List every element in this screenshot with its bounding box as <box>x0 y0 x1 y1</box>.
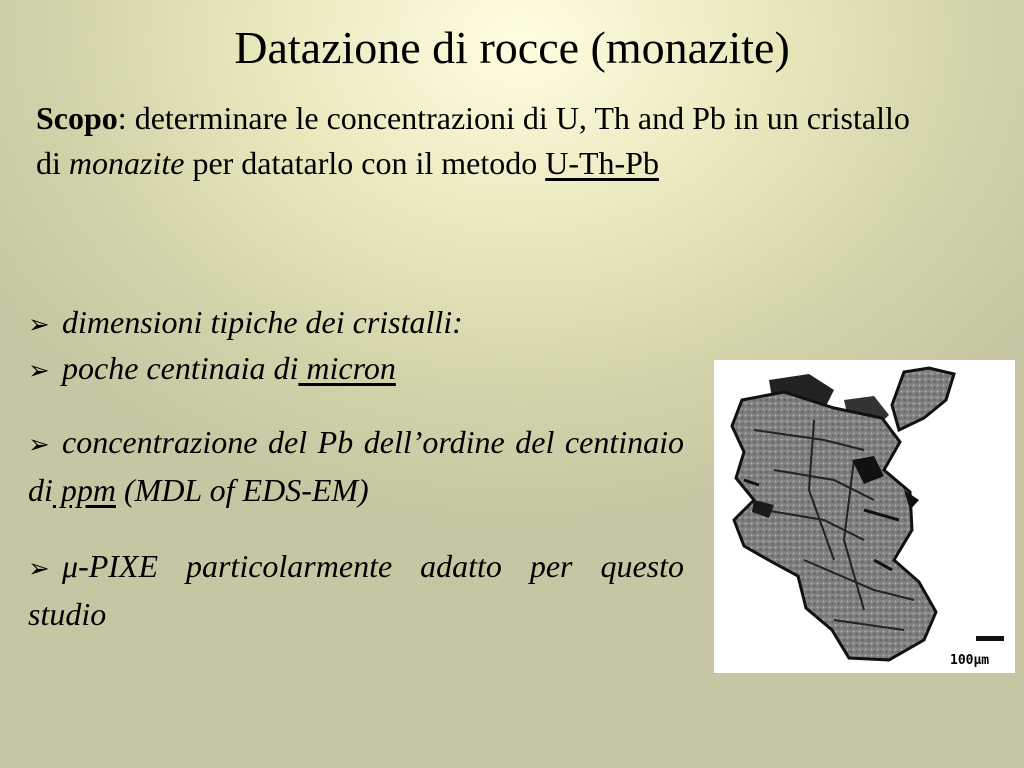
arrow-bullet-icon: ➢ <box>28 430 50 460</box>
micron-link[interactable]: micron <box>298 350 396 386</box>
bullet-pb-text: concentrazione del Pb dell’ordine del centinaio di <box>28 424 684 508</box>
arrow-bullet-icon: ➢ <box>28 554 50 584</box>
bullet-crystal-size-text: dimensioni tipiche dei cristalli: <box>62 304 463 340</box>
crystal-micrograph <box>714 360 1015 673</box>
scope-text-2: per datatarlo con il metodo <box>184 145 546 181</box>
arrow-bullet-icon: ➢ <box>28 310 50 340</box>
bullet-micron-text: poche centinaia di <box>62 350 299 386</box>
ppm-link[interactable]: ppm <box>52 472 116 508</box>
crystal-micrograph-icon <box>714 360 1015 673</box>
scope-mineral: monazite <box>68 145 185 181</box>
scope-text-1: : determinare le concentrazioni di U, Th and Pb in un cristallo di <box>36 100 910 181</box>
bullet-pb-concentration <box>28 420 684 513</box>
bullet-crystal-size <box>28 300 463 348</box>
mu-symbol: μ <box>62 548 79 584</box>
scope-method-link[interactable]: U-Th-Pb <box>545 145 659 181</box>
scope-label: Scopo <box>36 100 118 136</box>
scale-bar-label: 100µm <box>950 653 990 668</box>
bullet-pb-mdl: (MDL of EDS-EM) <box>116 472 369 508</box>
arrow-bullet-icon: ➢ <box>28 356 50 386</box>
slide-title: Datazione di rocce (monazite) <box>234 22 790 73</box>
bullet-micron <box>28 346 396 394</box>
bullet-pixe <box>28 544 684 637</box>
bullet-pixe-text: -PIXE particolarmente adatto per questo studio <box>28 548 684 632</box>
scope-paragraph <box>36 96 941 186</box>
